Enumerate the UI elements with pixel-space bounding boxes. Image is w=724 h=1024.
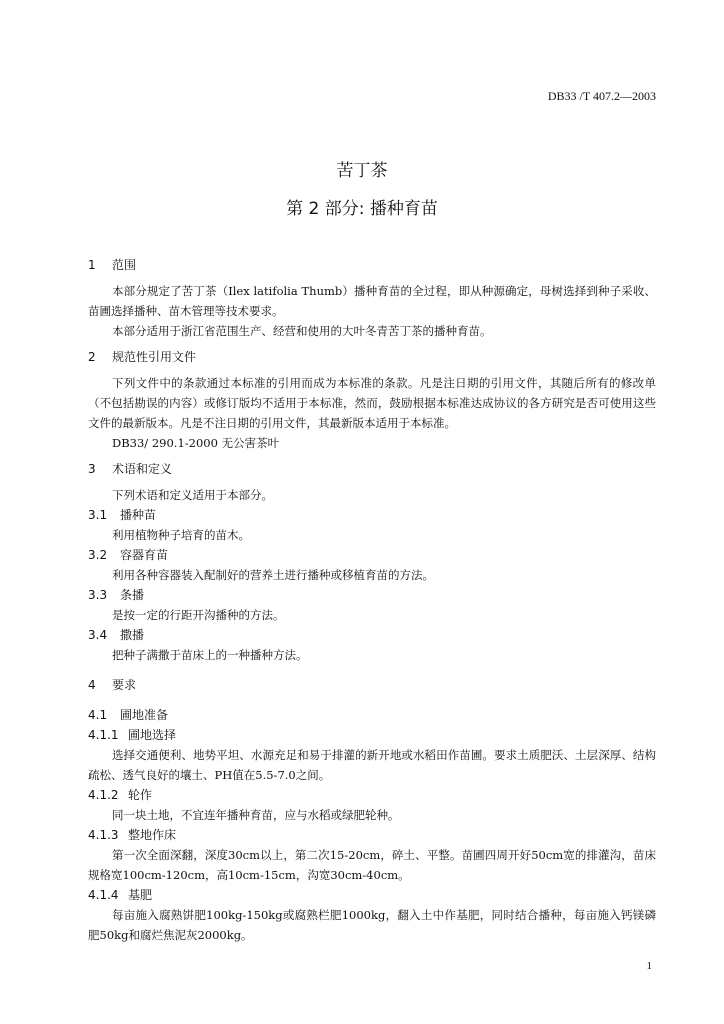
subsection-title: 基肥 (128, 888, 153, 902)
paragraph: 同一块土地，不宜连年播种育苗，应与水稻或绿肥轮种。 (112, 808, 400, 822)
subsection-title: 轮作 (128, 788, 153, 802)
paragraph: 选择交通便利、地势平坦、水源充足和易于排灌的新开地或水稻田作苗圃。要求土质肥沃、土层深厚、结构疏松、透气良好的壤土、PH值在5.5-7.0之间。 (88, 748, 656, 782)
subsection-number: 4.1.2 (88, 788, 119, 802)
term-definition: 是按一定的行距开沟播种的方法。 (112, 608, 285, 622)
paragraph: 第一次全面深翻，深度30cm以上，第二次15-20cm，碎土、平整。苗圃四周开好50cm宽的排灌沟，苗床规格宽100cm-120cm，高10cm-15cm，沟宽30cm-40cm。 (88, 848, 656, 882)
subsection-title: 圃地选择 (128, 728, 177, 742)
term-number: 3.2 (88, 548, 108, 562)
document-title: 苦丁茶 (336, 161, 388, 181)
section-title: 术语和定义 (112, 462, 173, 476)
subsection-heading (88, 705, 656, 725)
paragraph: 下列文件中的条款通过本标准的引用而成为本标准的条款。凡是注日期的引用文件，其随后所有的修改单（不包括勘误的内容）或修订版均不适用于本标准，然而，鼓励根据本标准达成协议的各方研究是否可使用这些文件的最新版本。凡是不注日期的引用文件，其最新版本适用于本标准。 (88, 376, 656, 430)
section-number: 1 (88, 258, 96, 272)
subsection-title: 圃地准备 (120, 708, 169, 722)
section-title: 范围 (112, 258, 137, 272)
term-title: 撒播 (120, 628, 145, 642)
subsection-number: 4.1.4 (88, 888, 119, 902)
term-definition: 利用植物种子培育的苗木。 (112, 528, 250, 542)
page-number: 1 (646, 960, 652, 972)
subsection-number: 4.1 (88, 708, 108, 722)
paragraph: 本部分规定了苦丁茶（Ilex latifolia Thumb）播种育苗的全过程，即从种源确定，母树选择到种子采收、苗圃选择播种、苗木管理等技术要求。 (88, 284, 656, 318)
term-title: 条播 (120, 588, 145, 602)
term-number: 3.1 (88, 508, 108, 522)
subsection-heading (88, 885, 656, 905)
term-definition: 把种子满撒于苗床上的一种播种方法。 (112, 648, 308, 662)
subsection-heading (88, 725, 656, 745)
term-heading (88, 505, 656, 525)
paragraph: 下列术语和定义适用于本部分。 (112, 488, 273, 502)
term-heading (88, 545, 656, 565)
part-title: 第 2 部分: 播种育苗 (286, 199, 438, 219)
subsection-heading (88, 825, 656, 845)
section-heading (88, 675, 656, 695)
paragraph: 每亩施入腐熟饼肥100kg-150kg或腐熟栏肥1000kg，翻入土中作基肥，同时结合播种，每亩施入钙镁磷肥50kg和腐烂焦泥灰2000kg。 (88, 908, 656, 942)
section-title: 要求 (112, 678, 137, 692)
term-number: 3.3 (88, 588, 108, 602)
section-heading (88, 459, 656, 479)
paragraph: 本部分适用于浙江省范围生产、经营和使用的大叶冬青苦丁茶的播种育苗。 (112, 324, 492, 338)
term-title: 容器育苗 (120, 548, 169, 562)
reference-item: DB33/ 290.1-2000 无公害茶叶 (112, 436, 280, 450)
subsection-number: 4.1.1 (88, 728, 119, 742)
standard-number: DB33 /T 407.2—2003 (547, 89, 656, 103)
subsection-heading (88, 785, 656, 805)
section-number: 3 (88, 462, 96, 476)
section-number: 2 (88, 350, 96, 364)
subsection-number: 4.1.3 (88, 828, 119, 842)
section-heading (88, 347, 656, 367)
section-title: 规范性引用文件 (112, 350, 197, 364)
term-number: 3.4 (88, 628, 108, 642)
term-definition: 利用各种容器装入配制好的营养土进行播种或移植育苗的方法。 (112, 568, 434, 582)
section-number: 4 (88, 678, 96, 692)
section-heading (88, 255, 656, 275)
document-body (88, 255, 656, 945)
term-heading (88, 625, 656, 645)
term-title: 播种苗 (120, 508, 157, 522)
term-heading (88, 585, 656, 605)
subsection-title: 整地作床 (128, 828, 177, 842)
